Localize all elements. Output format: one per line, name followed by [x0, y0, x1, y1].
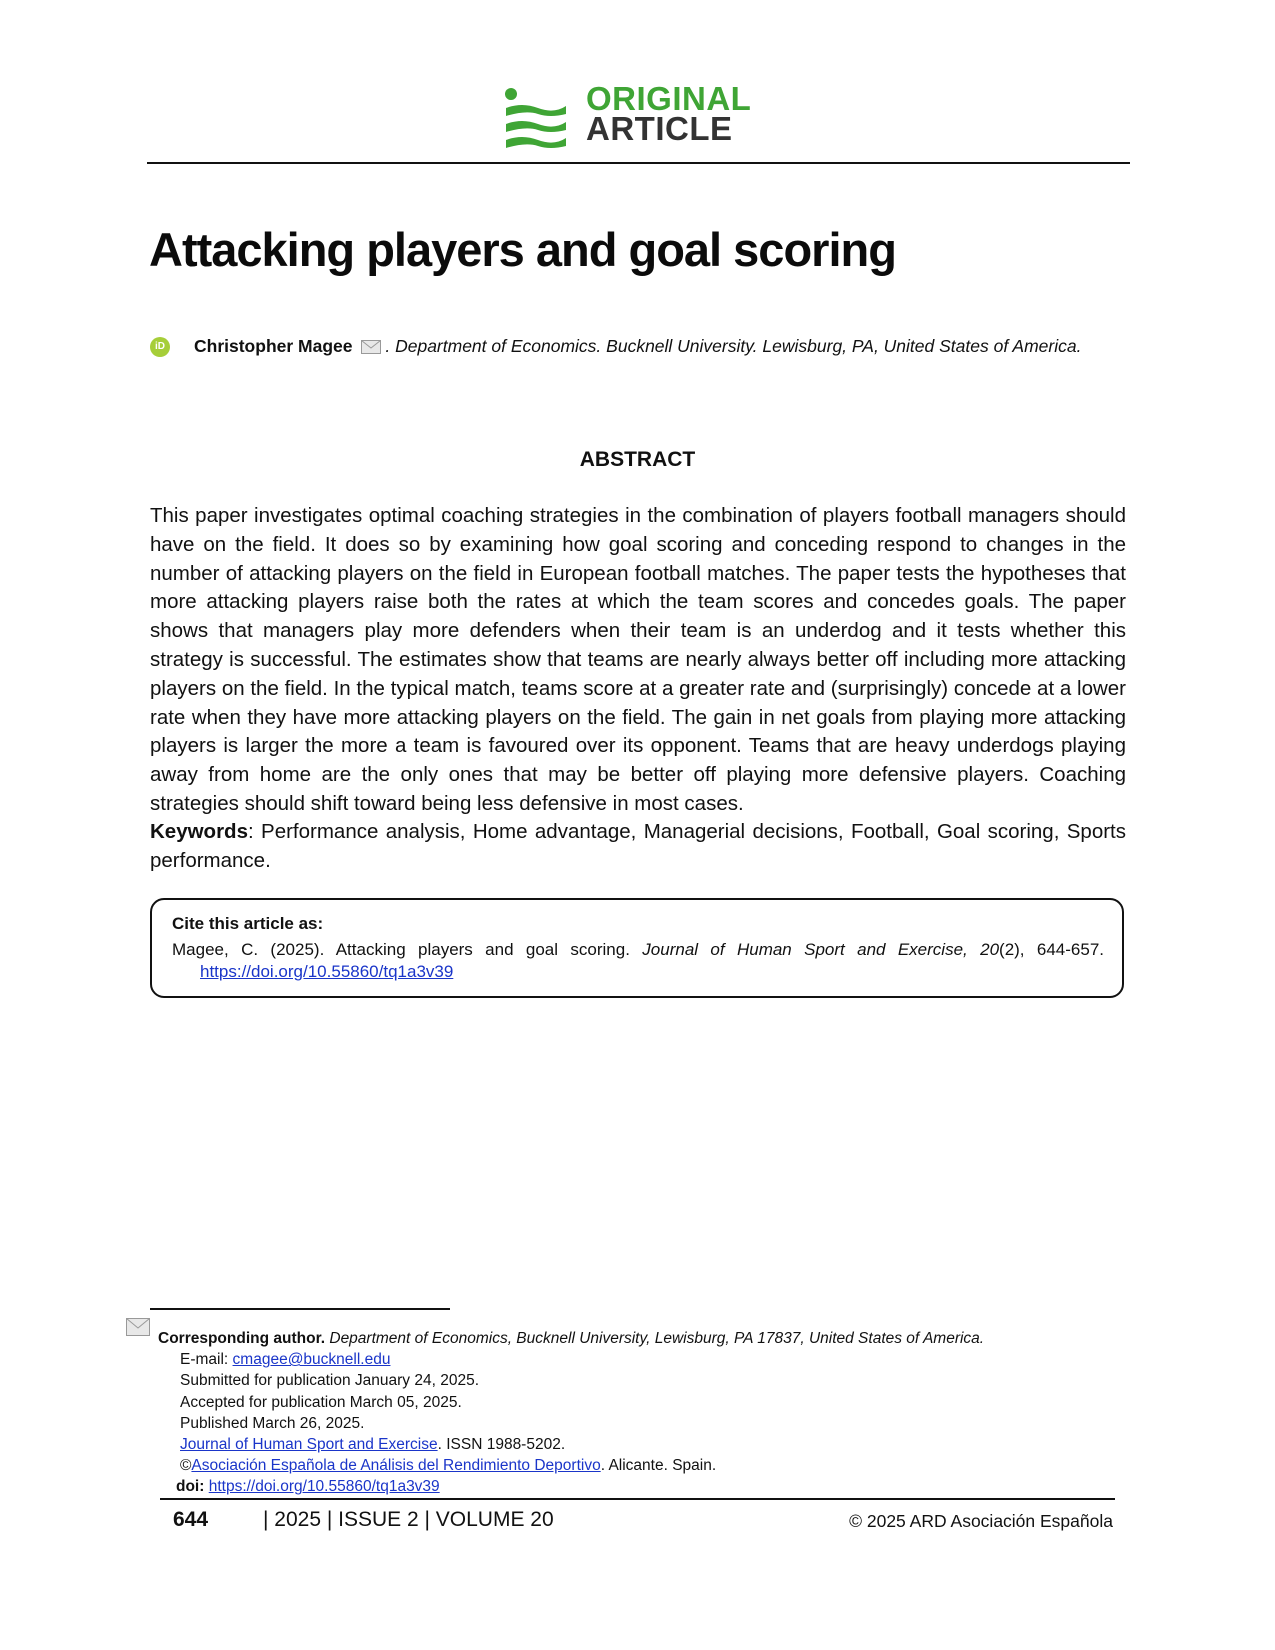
original-article-stripes-icon — [504, 86, 568, 150]
article-title: Attacking players and goal scoring — [149, 223, 896, 276]
corresponding-address: Department of Economics, Bucknell University, Lewisburg, PA 17837, United States of America. — [325, 1330, 985, 1347]
logo-word-article: ARTICLE — [586, 110, 733, 147]
author-line — [150, 336, 1081, 357]
citation-doi-link[interactable]: https://doi.org/10.55860/tq1a3v39 — [200, 962, 454, 981]
copyright-symbol: © — [180, 1457, 192, 1475]
footer-divider — [160, 1498, 1115, 1500]
issue-info: | 2025 | ISSUE 2 | VOLUME 20 — [263, 1508, 554, 1531]
logo-word-original: ORIGINAL — [586, 80, 752, 117]
journal-line — [158, 1434, 984, 1455]
orcid-icon[interactable]: iD — [150, 337, 170, 357]
association-location: . Alicante. Spain. — [600, 1457, 717, 1475]
association-link[interactable]: Asociación Española de Análisis del Rendimiento Deportivo — [191, 1457, 601, 1475]
abstract-heading: ABSTRACT — [579, 448, 696, 471]
email-label: E-mail: — [180, 1351, 233, 1369]
author-name: Christopher Magee — [194, 336, 353, 356]
footnote — [158, 1328, 984, 1498]
citation-text — [172, 938, 1104, 961]
keywords-list: : Performance analysis, Home advantage, Managerial decisions, Football, Goal scoring, Sports performance. — [150, 820, 1126, 872]
email-line — [158, 1349, 984, 1370]
abstract-body: This paper investigates optimal coaching strategies in the combination of players football managers should have on the field. It does so by examining how goal scoring and conceding respond to changes in the number of attacking players on the field in European football matches. The paper tests the hypotheses that more attacking players raise both the rates at which the team scores and concedes goals. The paper shows that managers play more defenders when their team is an underdog and it tests whether this strategy is successful. The estimates show that teams are nearly always better off including more attacking players on the field. In the typical match, teams score at a greater rate and (surprisingly) concede at a lower rate when they have more attacking players on the field. The gain in net goals from playing more attacking players is larger the more a team is favoured over its opponent. Teams that are heavy underdogs playing away from home are the only ones that may be better off playing more defensive players. Coaching strategies should shift toward being less defensive in most cases. — [150, 504, 1126, 815]
doi-link[interactable]: https://doi.org/10.55860/tq1a3v39 — [208, 1478, 440, 1496]
submitted-date: Submitted for publication January 24, 2025. — [180, 1372, 479, 1390]
author-affiliation: . Department of Economics. Bucknell University. Lewisburg, PA, United States of America. — [385, 336, 1082, 356]
issn: . ISSN 1988-5202. — [437, 1436, 566, 1454]
citation-suffix: (2), 644-657. — [999, 940, 1105, 959]
doi-line — [158, 1476, 984, 1497]
citation-label: Cite this article as: — [172, 914, 324, 933]
citation-prefix: Magee, C. (2025). Attacking players and goal scoring. — [172, 940, 643, 959]
keywords — [150, 818, 1126, 876]
envelope-icon — [126, 1318, 150, 1336]
keywords-label: Keywords — [150, 820, 248, 843]
doi-label: doi: — [176, 1478, 205, 1496]
footer-copyright: © 2025 ARD Asociación Española — [849, 1511, 1113, 1531]
corresponding-label: Corresponding author. — [158, 1330, 326, 1347]
journal-link[interactable]: Journal of Human Sport and Exercise — [180, 1436, 438, 1454]
citation-journal: Journal of Human Sport and Exercise, 20 — [642, 940, 1000, 959]
header-divider — [147, 162, 1130, 164]
citation-box — [150, 898, 1124, 998]
association-line — [158, 1455, 984, 1476]
journal-logo — [504, 80, 784, 156]
envelope-icon[interactable] — [361, 340, 381, 354]
page-number: 644 — [173, 1508, 209, 1531]
accepted-date: Accepted for publication March 05, 2025. — [180, 1393, 462, 1411]
email-link[interactable]: cmagee@bucknell.edu — [232, 1351, 391, 1369]
published-date: Published March 26, 2025. — [180, 1414, 365, 1432]
footnote-divider — [150, 1308, 450, 1310]
